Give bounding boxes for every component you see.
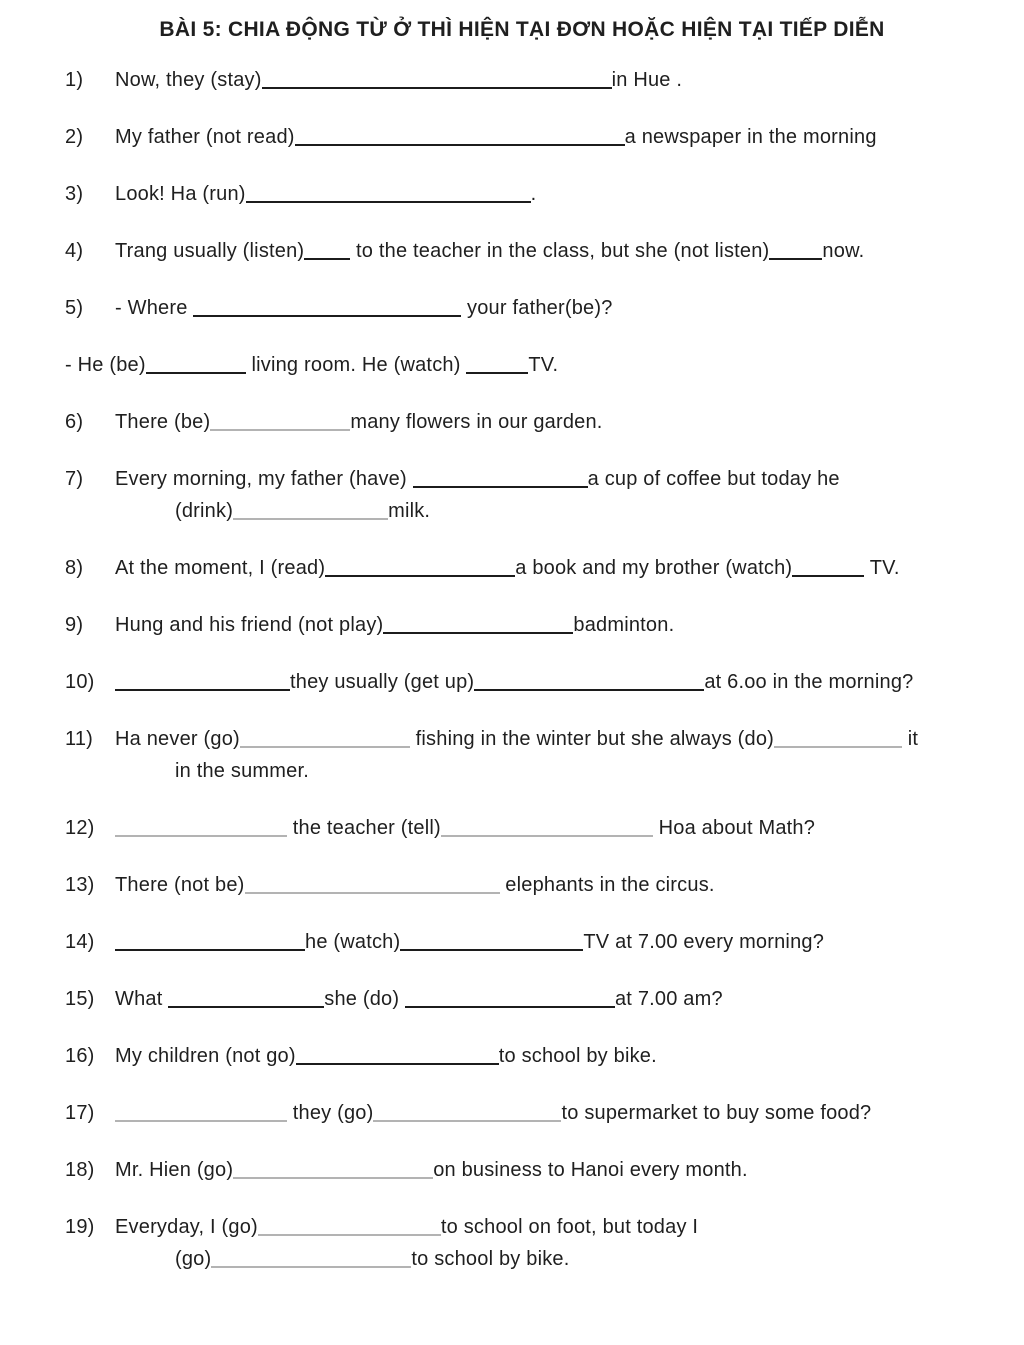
exercise-line — [65, 556, 1024, 580]
item-text: to school by bike. — [411, 1248, 570, 1270]
answer-blank — [258, 1219, 441, 1236]
exercise-line — [65, 499, 1024, 523]
item-number: 3) — [65, 183, 84, 205]
answer-blank — [233, 1162, 433, 1179]
answer-blank — [146, 357, 246, 374]
item-text: the teacher (tell) — [287, 817, 441, 839]
answer-blank — [325, 560, 515, 577]
item-number: 7) — [65, 468, 84, 490]
item-text: in the summer. — [175, 760, 309, 782]
item-text: many flowers in our garden. — [350, 411, 603, 433]
exercise-line — [65, 1044, 1024, 1068]
item-text: Mr. Hien (go) — [115, 1159, 234, 1181]
item-text: Every morning, my father (have) — [115, 468, 413, 490]
item-text: - Where — [115, 297, 194, 319]
answer-blank — [373, 1105, 561, 1122]
answer-blank — [246, 186, 531, 203]
item-text: milk. — [388, 500, 431, 522]
item-text: on business to Hanoi every month. — [433, 1159, 748, 1181]
item-text: fishing in the winter but she always (do) — [409, 728, 775, 750]
answer-blank — [441, 820, 653, 837]
page-title: BÀI 5: CHIA ĐỘNG TỪ Ở THÌ HIỆN TẠI ĐƠN HOẶC HIỆN TẠI TIẾP DIỄN — [159, 18, 885, 41]
exercise-item — [65, 239, 1024, 263]
item-text: What — [115, 988, 169, 1010]
exercise-line — [65, 353, 1024, 377]
item-text: elephants in the circus. — [499, 874, 715, 896]
exercise-item — [65, 1044, 1024, 1068]
answer-blank — [115, 820, 287, 837]
item-text: There (not be) — [115, 874, 245, 896]
exercise-line — [65, 1158, 1024, 1182]
exercise-line — [65, 930, 1024, 954]
item-text: a newspaper in the morning — [624, 126, 877, 148]
exercise-item — [65, 410, 1024, 434]
item-number: 5) — [65, 297, 84, 319]
exercise-line — [65, 1247, 1024, 1271]
item-text: to the teacher in the class, but she (not listen) — [350, 240, 770, 262]
answer-blank — [211, 1251, 411, 1268]
answer-blank — [383, 617, 573, 634]
item-text: in Hue . — [611, 69, 683, 91]
exercise-item — [65, 125, 1024, 149]
answer-blank — [240, 731, 410, 748]
answer-blank — [115, 674, 290, 691]
item-number: 4) — [65, 240, 84, 262]
item-text: Ha never (go) — [115, 728, 240, 750]
exercise-item — [65, 613, 1024, 637]
answer-blank — [304, 243, 350, 260]
exercise-item — [65, 816, 1024, 840]
exercise-item — [65, 930, 1024, 954]
item-text: to school by bike. — [498, 1045, 657, 1067]
exercise-item — [65, 182, 1024, 206]
item-text: (drink) — [175, 500, 234, 522]
item-text: to supermarket to buy some food? — [561, 1102, 872, 1124]
item-text: At the moment, I (read) — [115, 557, 326, 579]
item-number: 18) — [65, 1159, 95, 1181]
item-text: Look! Ha (run) — [115, 183, 246, 205]
exercise-line — [65, 987, 1024, 1011]
exercise-line — [65, 727, 1024, 751]
exercise-item — [65, 727, 1024, 783]
item-text: Now, they (stay) — [115, 69, 262, 91]
item-text: now. — [822, 240, 865, 262]
item-number: 2) — [65, 126, 84, 148]
item-text: at 6.oo in the morning? — [704, 671, 914, 693]
item-text: Hoa about Math? — [652, 817, 816, 839]
item-text: My father (not read) — [115, 126, 295, 148]
item-text: he (watch) — [305, 931, 401, 953]
exercise-line — [65, 182, 1024, 206]
exercise-item — [65, 1215, 1024, 1271]
exercise-item — [65, 556, 1024, 580]
item-number: 15) — [65, 988, 95, 1010]
exercise-list — [0, 68, 1024, 1271]
item-text: they usually (get up) — [290, 671, 475, 693]
answer-blank — [466, 357, 528, 374]
item-number: 9) — [65, 614, 84, 636]
exercise-line — [65, 759, 1024, 783]
item-text: Trang usually (listen) — [115, 240, 305, 262]
exercise-item — [65, 467, 1024, 523]
item-number: 6) — [65, 411, 84, 433]
exercise-line — [65, 1215, 1024, 1239]
exercise-item — [65, 873, 1024, 897]
exercise-line — [65, 467, 1024, 491]
exercise-item — [65, 670, 1024, 694]
answer-blank — [774, 731, 902, 748]
item-text: she (do) — [324, 988, 405, 1010]
answer-blank — [769, 243, 822, 260]
exercise-item — [65, 353, 1024, 377]
answer-blank — [792, 560, 864, 577]
exercise-item — [65, 296, 1024, 320]
exercise-line — [65, 816, 1024, 840]
exercise-line — [65, 296, 1024, 320]
exercise-line — [65, 239, 1024, 263]
exercise-item — [65, 1158, 1024, 1182]
answer-blank — [405, 991, 615, 1008]
item-number: 16) — [65, 1045, 95, 1067]
item-number: 10) — [65, 671, 95, 693]
item-text: TV at 7.00 every morning? — [583, 931, 825, 953]
item-number: 17) — [65, 1102, 95, 1124]
item-text: your father(be)? — [461, 297, 613, 319]
answer-blank — [115, 1105, 287, 1122]
item-number: 12) — [65, 817, 95, 839]
exercise-line — [65, 613, 1024, 637]
item-number: 8) — [65, 557, 84, 579]
item-number: 19) — [65, 1216, 95, 1238]
item-text: it — [902, 728, 919, 750]
exercise-line — [65, 1101, 1024, 1125]
answer-blank — [233, 503, 388, 520]
item-text: at 7.00 am? — [614, 988, 723, 1010]
item-number: 1) — [65, 69, 84, 91]
item-text: My children (not go) — [115, 1045, 296, 1067]
answer-blank — [115, 934, 305, 951]
answer-blank — [296, 1048, 499, 1065]
item-text: badminton. — [573, 614, 675, 636]
exercise-line — [65, 125, 1024, 149]
exercise-line — [65, 670, 1024, 694]
item-number: 14) — [65, 931, 95, 953]
item-text: There (be) — [115, 411, 211, 433]
item-text: they (go) — [287, 1102, 374, 1124]
item-text: Hung and his friend (not play) — [115, 614, 384, 636]
answer-blank — [245, 877, 500, 894]
exercise-line — [65, 873, 1024, 897]
answer-blank — [400, 934, 583, 951]
item-text: Everyday, I (go) — [115, 1216, 258, 1238]
exercise-line — [65, 68, 1024, 92]
answer-blank — [262, 72, 612, 89]
item-text: TV. — [528, 354, 559, 376]
item-text: a book and my brother (watch) — [515, 557, 793, 579]
answer-blank — [413, 471, 588, 488]
exercise-item — [65, 1101, 1024, 1125]
item-text: - He (be) — [65, 354, 146, 376]
answer-blank — [193, 300, 461, 317]
exercise-line — [65, 410, 1024, 434]
exercise-item — [65, 987, 1024, 1011]
answer-blank — [295, 129, 625, 146]
item-text: . — [530, 183, 537, 205]
item-text: living room. He (watch) — [245, 354, 467, 376]
item-number: 13) — [65, 874, 95, 896]
answer-blank — [168, 991, 324, 1008]
exercise-item — [65, 68, 1024, 92]
item-number: 11) — [65, 728, 94, 750]
answer-blank — [210, 414, 350, 431]
item-text: (go) — [175, 1248, 212, 1270]
item-text: to school on foot, but today I — [440, 1216, 699, 1238]
answer-blank — [474, 674, 704, 691]
item-text: a cup of coffee but today he — [587, 468, 840, 490]
item-text: TV. — [864, 557, 900, 579]
